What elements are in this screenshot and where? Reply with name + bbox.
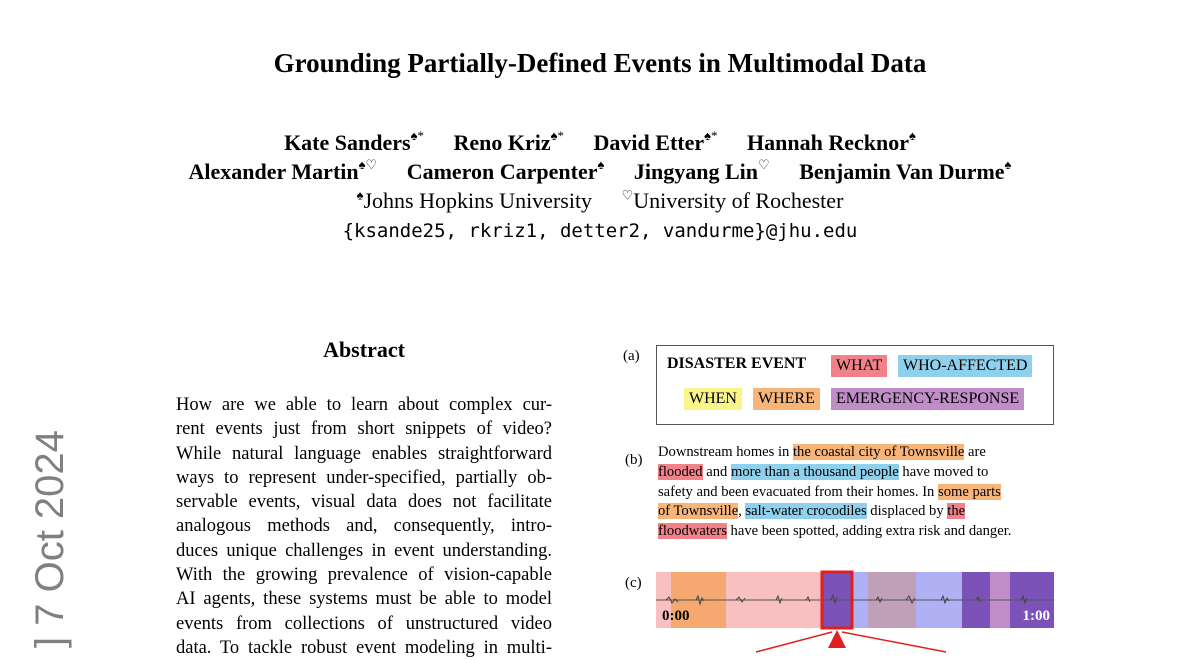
abstract-line: events from collections of unstructured video: [176, 613, 552, 634]
tag-when: WHEN: [684, 388, 742, 410]
paper-title: Grounding Partially-Defined Events in Multimodal Data: [273, 48, 927, 78]
tag-what: WHAT: [831, 355, 887, 377]
tag-who-affected: WHO-AFFECTED: [898, 355, 1032, 377]
author: Benjamin Van Durme♠: [799, 157, 1012, 185]
author-list-row-2: [0, 159, 1200, 185]
abstract-line: While natural language enables straightforward: [176, 443, 552, 464]
event-legend: [656, 345, 1054, 425]
timeline-end-time: 1:00: [1022, 608, 1050, 624]
figure-label-b: (b): [625, 452, 643, 468]
abstract-line: AI agents, these systems must be able to model: [176, 589, 552, 610]
figure-label-c: (c): [625, 575, 642, 591]
abstract-line: servable events, visual data does not facilitate: [176, 492, 552, 513]
abstract-line: How are we able to learn about complex cur-: [176, 395, 552, 415]
pointer-line-right: [842, 632, 946, 652]
what-span: floodwaters: [658, 523, 727, 540]
where-span: the coastal city of Townsville: [792, 444, 965, 460]
abstract-heading: Abstract: [323, 337, 405, 362]
author: Hannah Recknor♠: [747, 128, 916, 156]
abstract-line: With the growing prevalence of vision-capable: [176, 565, 552, 586]
annotated-event-text: [658, 443, 1058, 542]
affiliations: [0, 188, 1200, 214]
abstract-line: duces unique challenges in event understanding.: [176, 540, 552, 561]
affiliation: ♡University of Rochester: [621, 188, 844, 214]
pointer-line-left: [756, 632, 832, 652]
abstract-body: [176, 393, 552, 660]
author: Kate Sanders♠*: [284, 128, 424, 156]
author: Reno Kriz♠*: [453, 128, 565, 156]
abstract-line: ways to represent under-specified, partially ob-: [176, 467, 552, 488]
tag-emergency-response: EMERGENCY-RESPONSE: [831, 388, 1024, 410]
legend-title: DISASTER EVENT: [667, 355, 807, 372]
where-span: some parts: [938, 483, 1001, 500]
who-span: more than a thousand people: [730, 463, 899, 480]
video-timeline: [656, 572, 1054, 628]
who-span: salt-water crocodiles: [745, 503, 867, 520]
text-line: Downstream homes in the coastal city of Townsville are: [658, 444, 986, 460]
author: Jingyang Lin♡: [633, 157, 770, 185]
abstract-line: rent events just from short snippets of video?: [176, 419, 552, 440]
abstract-line: data. To tackle robust event modeling in multi-: [176, 637, 552, 658]
author: Alexander Martin♠♡: [188, 157, 378, 185]
text-line: safety and been evacuated from their homes. In some parts: [658, 483, 1001, 500]
text-line: of Townsville, salt-water crocodiles displaced by the: [658, 503, 966, 520]
timeline-start-time: 0:00: [662, 608, 690, 624]
tag-where: WHERE: [753, 388, 820, 410]
what-span: flooded: [658, 463, 703, 480]
arxiv-stamp: ] 7 Oct 2024: [28, 430, 72, 648]
abstract-line: analogous methods and, consequently, intro-: [176, 516, 552, 537]
author-email: {ksande25, rkriz1, detter2, vandurme}@jhu.edu: [342, 220, 858, 242]
author: David Etter♠*: [593, 128, 718, 156]
author: Cameron Carpenter♠: [406, 157, 605, 185]
what-span: the: [947, 503, 966, 520]
timeline-overlay: [656, 572, 1054, 648]
author-list-row-1: [0, 130, 1200, 156]
where-span: of Townsville: [658, 503, 739, 520]
text-line: floodwaters have been spotted, adding extra risk and danger.: [658, 523, 1012, 540]
text-line: flooded and more than a thousand people have moved to: [658, 463, 989, 480]
affiliation: ♠Johns Hopkins University: [356, 188, 593, 214]
figure-label-a: (a): [623, 348, 640, 364]
